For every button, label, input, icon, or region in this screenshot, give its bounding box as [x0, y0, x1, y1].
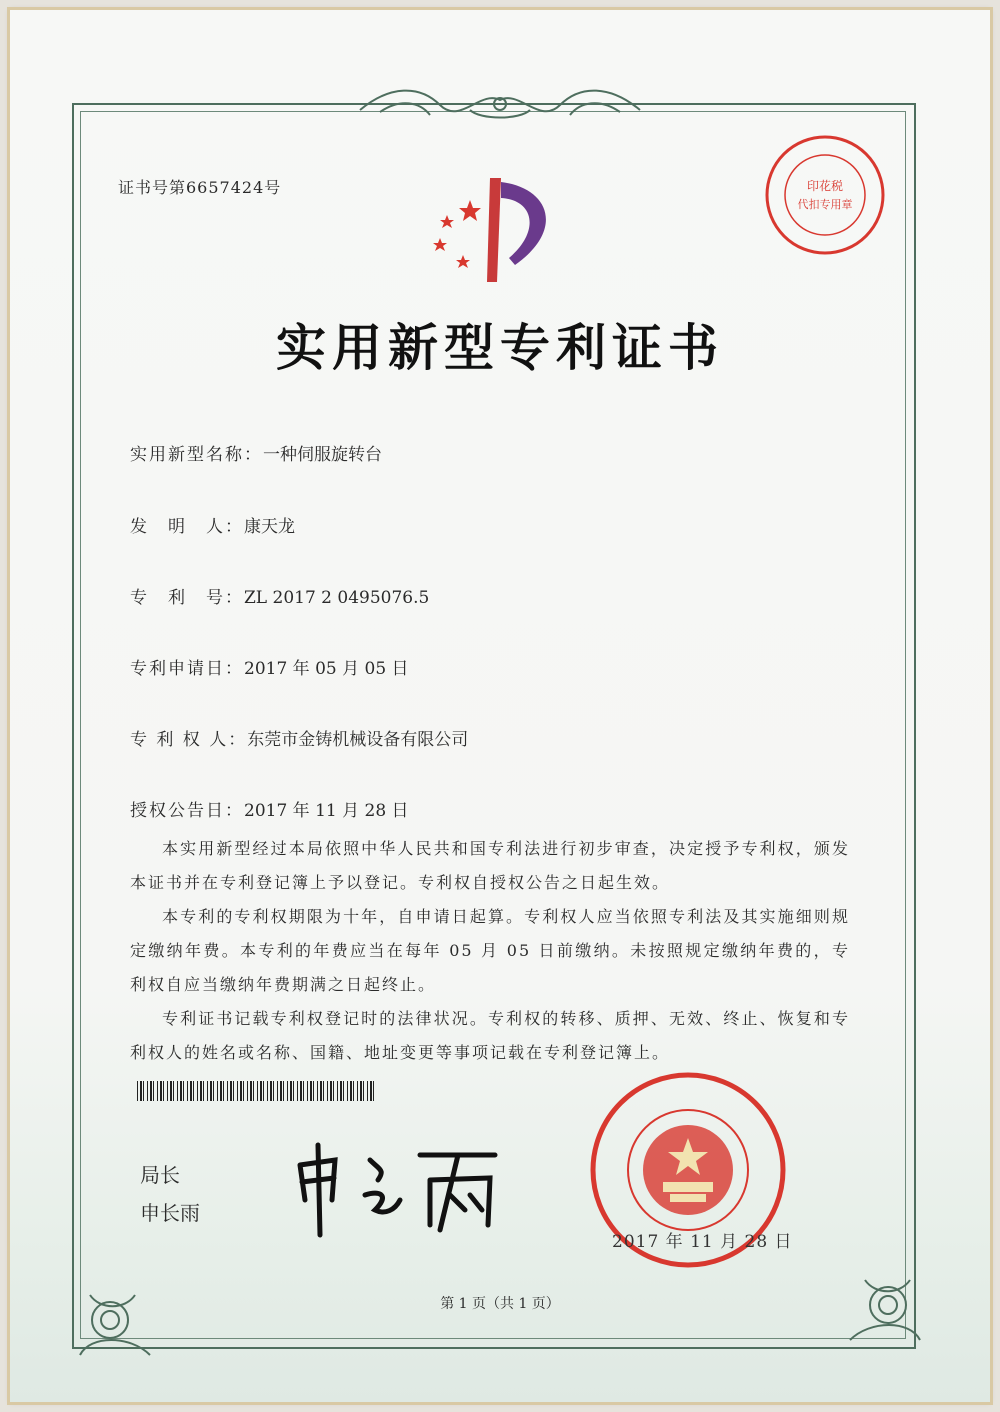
field-utility-model-name: 实用新型名称：一种伺服旋转台 [130, 445, 382, 465]
page-number: 第 1 页（共 1 页） [440, 1296, 560, 1312]
field-inventor: 发 明 人：康天龙 [130, 517, 295, 537]
paragraph-2: 本专利的专利权期限为十年，自申请日起算。专利权人应当依照专利法及其实施细则规定缴纳年费。本专利的年费应当在每年 05 月 05 日前缴纳。未按照规定缴纳年费的，专利权自应当缴纳年费期满之日起终止。 [130, 907, 850, 994]
certificate-text [130, 832, 850, 1070]
patent-office-emblem-icon [415, 170, 575, 290]
svg-text:代扣专用章: 代扣专用章 [797, 198, 853, 211]
field-application-date: 专利申请日：2017 年 05 月 05 日 [130, 659, 409, 679]
field-grant-date: 授权公告日：2017 年 11 月 28 日 [130, 801, 409, 821]
stamp-date: 2017 年 11 月 28 日 [612, 1232, 793, 1252]
top-ornament [350, 80, 650, 130]
chief-name: 申长雨 [140, 1201, 200, 1225]
certificate-number: 证书号第6657424号 [118, 178, 282, 197]
paragraph-1: 本实用新型经过本局依照中华人民共和国专利法进行初步审查，决定授予专利权，颁发本证书并在专利登记簿上予以登记。专利权自授权公告之日起生效。 [130, 839, 850, 892]
certificate-title: 实用新型专利证书 [276, 318, 724, 377]
svg-text:印花税: 印花税 [806, 179, 844, 193]
field-patentee: 专 利 权 人：东莞市金铸机械设备有限公司 [130, 730, 469, 750]
paragraph-3: 专利证书记载专利权登记时的法律状况。专利权的转移、质押、无效、终止、恢复和专利权人的姓名或名称、国籍、地址变更等事项记载在专利登记簿上。 [130, 1009, 850, 1062]
tax-seal [760, 130, 890, 260]
corner-ornament-left [70, 1275, 160, 1365]
field-patent-number: 专 利 号：ZL 2017 2 0495076.5 [130, 588, 430, 608]
barcode [137, 1081, 375, 1101]
chief-title: 局长 [140, 1163, 180, 1187]
handwritten-signature [290, 1140, 510, 1240]
